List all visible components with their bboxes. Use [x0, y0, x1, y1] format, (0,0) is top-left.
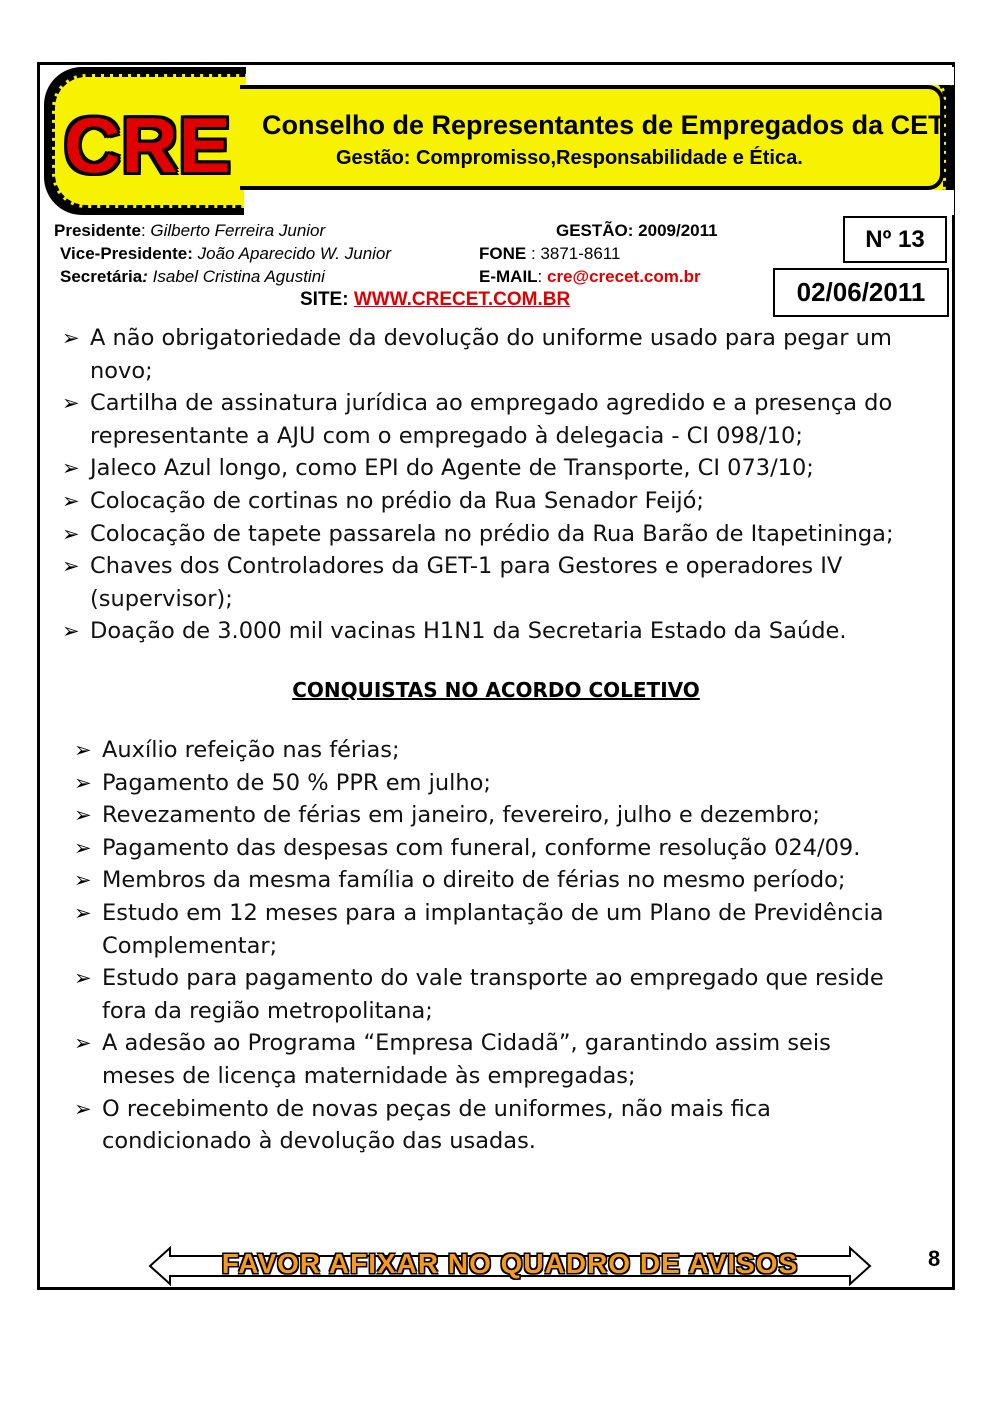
page-number: 8	[928, 1246, 941, 1271]
email-link[interactable]: cre@crecet.com.br	[547, 267, 701, 286]
arrow-bullet-icon: ➢	[74, 966, 92, 991]
list-item-text: Cartilha de assinatura jurídica ao empregado agredido e a presença do	[90, 390, 893, 417]
email-line: E-MAIL: cre@crecet.com.br	[479, 267, 701, 286]
list-item-text: Pagamento das despesas com funeral, conforme resolução 024/09.	[102, 834, 861, 861]
list-item	[74, 864, 942, 897]
arrow-bullet-icon: ➢	[62, 619, 80, 644]
arrow-bullet-icon: ➢	[62, 521, 80, 546]
achievements-list	[74, 734, 942, 1158]
org-title: Conselho de Representantes de Empregados da CET	[262, 110, 945, 140]
list-item	[62, 518, 950, 551]
list-item-text-continued: (supervisor);	[90, 585, 233, 612]
list-item-text-continued: fora da região metropolitana;	[102, 997, 433, 1024]
arrow-bullet-icon: ➢	[62, 456, 80, 481]
list-item	[74, 1093, 942, 1158]
list-item	[62, 485, 950, 518]
arrow-bullet-icon: ➢	[62, 488, 80, 513]
list-item-text: Membros da mesma família o direito de férias no mesmo período;	[102, 867, 846, 894]
org-subtitle: Gestão: Compromisso,Responsabilidade e Ética.	[336, 147, 803, 169]
arrow-bullet-icon: ➢	[62, 554, 80, 579]
list-item	[62, 550, 950, 615]
arrow-bullet-icon: ➢	[74, 803, 92, 828]
list-item-text: Auxílio refeição nas férias;	[102, 737, 400, 763]
list-item-text: Colocação de tapete passarela no prédio da Rua Barão de Itapetininga;	[90, 520, 894, 547]
list-item-text-continued: representante a AJU com o empregado à delegacia - CI 098/10;	[90, 422, 803, 449]
list-item-text: O recebimento de novas peças de uniformes, não mais fica	[102, 1095, 771, 1122]
vice-president-line: Vice-Presidente: João Aparecido W. Junior	[60, 244, 392, 263]
list-item	[74, 767, 942, 800]
list-item	[74, 1027, 942, 1092]
gestao-line: GESTÃO: 2009/2011	[556, 221, 718, 240]
list-item-text: Revezamento de férias em janeiro, fevereiro, julho e dezembro;	[102, 802, 820, 829]
list-item-text: Estudo para pagamento do vale transporte ao empregado que reside	[102, 965, 884, 992]
list-item-text: A adesão ao Programa “Empresa Cidadã”, garantindo assim seis	[102, 1030, 831, 1057]
list-item-text: Doação de 3.000 mil vacinas H1N1 da Secretaria Estado da Saúde.	[90, 618, 847, 645]
list-item	[62, 387, 950, 452]
arrow-bullet-icon: ➢	[74, 770, 92, 795]
list-item-text: Pagamento de 50 % PPR em julho;	[102, 769, 491, 796]
footer-notice: FAVOR AFIXAR NO QUADRO DE AVISOS	[221, 1248, 799, 1279]
site-link[interactable]: WWW.CRECET.COM.BR	[353, 289, 571, 310]
list-item-text-continued: Complementar;	[102, 932, 278, 959]
arrow-bullet-icon: ➢	[62, 391, 80, 416]
arrow-bullet-icon: ➢	[74, 1031, 92, 1056]
arrow-bullet-icon: ➢	[74, 1096, 92, 1121]
list-item	[62, 452, 950, 485]
arrow-bullet-icon: ➢	[74, 900, 92, 925]
arrow-bullet-icon: ➢	[62, 326, 80, 350]
list-item-text: Colocação de cortinas no prédio da Rua Senador Feijó;	[90, 487, 704, 514]
list-item-text: Estudo em 12 meses para a implantação de um Plano de Previdência	[102, 899, 884, 926]
section-title: CONQUISTAS NO ACORDO COLETIVO	[292, 678, 700, 702]
list-item-text: A não obrigatoriedade da devolução do uniforme usado para pegar um	[90, 325, 892, 351]
arrow-bullet-icon: ➢	[74, 868, 92, 893]
president-line: Presidente: Gilberto Ferreira Junior	[54, 221, 326, 240]
list-item-text: Chaves dos Controladores da GET-1 para Gestores e operadores IV	[90, 553, 843, 580]
list-item-text-continued: novo;	[90, 357, 153, 384]
requests-list	[62, 322, 950, 648]
list-item-text-continued: meses de licença maternidade às empregadas;	[102, 1062, 636, 1089]
list-item	[74, 962, 942, 1027]
phone-line: FONE : 3871-8611	[479, 244, 621, 263]
list-item	[74, 897, 942, 962]
list-item	[74, 832, 942, 865]
list-item-text: Jaleco Azul longo, como EPI do Agente de Transporte, CI 073/10;	[90, 455, 814, 482]
list-item	[74, 734, 942, 767]
list-item	[62, 615, 950, 648]
list-item	[74, 799, 942, 832]
list-item-text-continued: condicionado à devolução das usadas.	[102, 1128, 536, 1155]
cre-logo: CRE	[64, 101, 232, 189]
date-box: 02/06/2011	[773, 268, 949, 317]
issue-number-box: Nº 13	[843, 216, 947, 263]
arrow-bullet-icon: ➢	[74, 738, 92, 762]
list-item	[62, 322, 950, 387]
arrow-bullet-icon: ➢	[74, 835, 92, 860]
secretary-line: Secretária: Isabel Cristina Agustini	[60, 267, 325, 286]
site-line: SITE: WWW.CRECET.COM.BR	[300, 289, 571, 310]
